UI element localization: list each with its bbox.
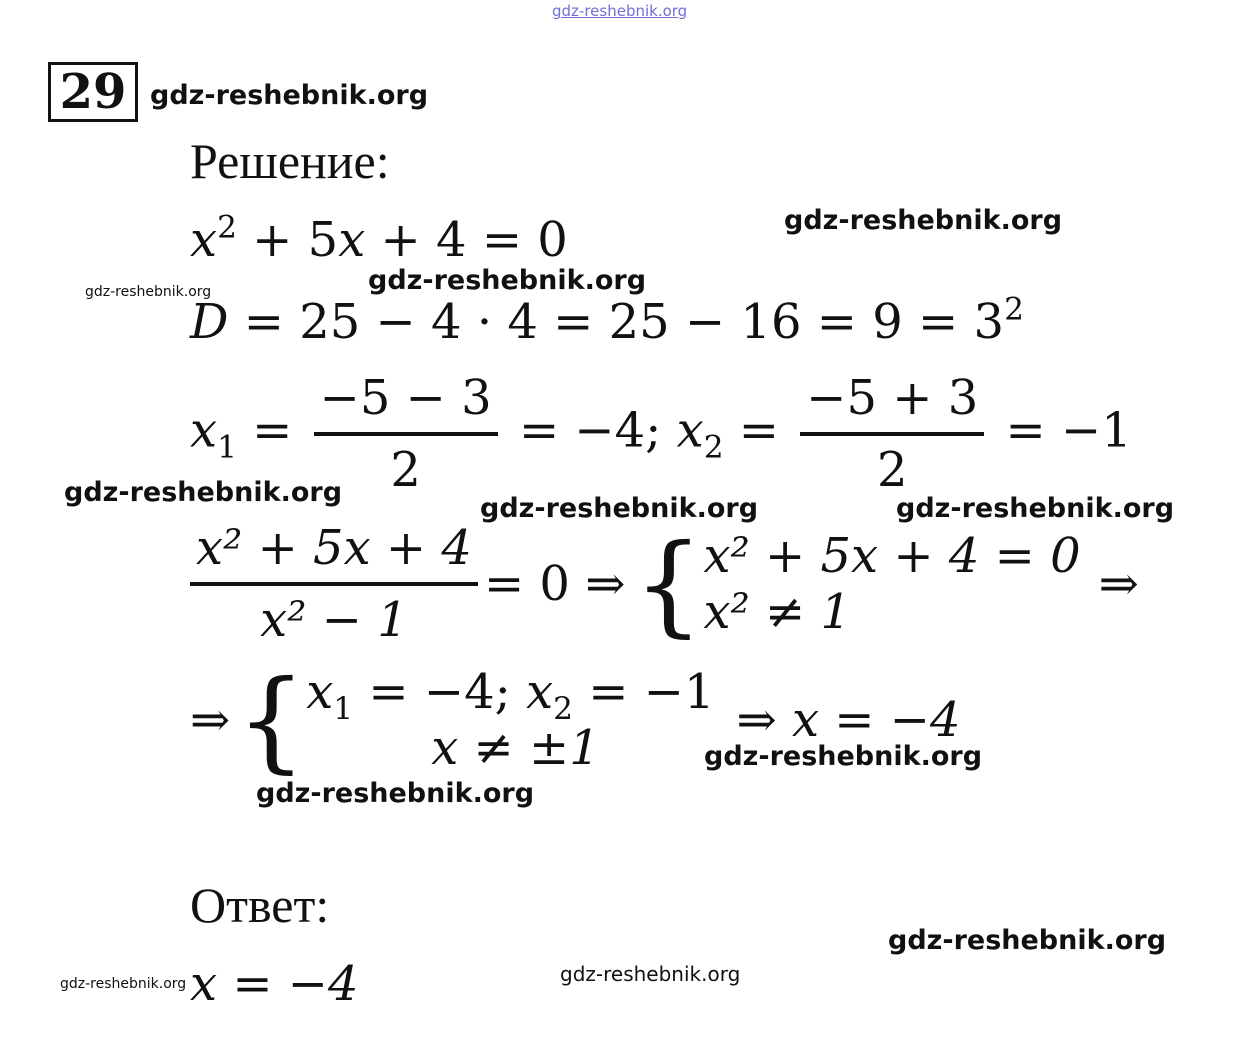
watermark-top: gdz-reshebnik.org	[552, 2, 688, 20]
watermark-3: gdz-reshebnik.org	[85, 284, 212, 300]
var-x2: x	[676, 402, 704, 459]
var-x: x	[338, 212, 366, 268]
equation-line-4	[190, 520, 1139, 648]
numerator: −5 − 3	[319, 370, 492, 426]
var-d: D	[190, 294, 229, 350]
denominator: 2	[877, 442, 908, 498]
numerator: x² + 5x + 4	[196, 520, 472, 576]
system-1	[703, 528, 1080, 640]
term: = −1	[572, 664, 715, 720]
var-x1: x	[190, 402, 218, 459]
result: ⇒ x = −4	[736, 692, 961, 748]
subscript: 1	[217, 429, 237, 466]
equation-line-2	[190, 291, 1024, 350]
watermark-11: gdz-reshebnik.org	[560, 962, 741, 986]
term: =	[723, 402, 795, 459]
watermark-header: gdz-reshebnik.org	[150, 80, 429, 111]
var-x2: x	[526, 664, 554, 720]
term: =	[236, 402, 308, 459]
watermark-7: gdz-reshebnik.org	[704, 741, 983, 772]
watermark-10: gdz-reshebnik.org	[60, 976, 187, 992]
system-row	[306, 664, 715, 727]
fraction-x2	[800, 370, 984, 498]
denominator: x² − 1	[260, 592, 408, 648]
term: = −1	[990, 402, 1132, 459]
term: = −4;	[353, 664, 527, 720]
exponent: 2	[217, 209, 237, 246]
fraction-rational	[190, 520, 478, 648]
watermark-6: gdz-reshebnik.org	[896, 493, 1175, 524]
problem-number: 29	[48, 62, 138, 122]
watermark-5: gdz-reshebnik.org	[480, 493, 759, 524]
numerator: −5 + 3	[806, 370, 979, 426]
fraction-bar	[314, 432, 498, 436]
term: + 5	[236, 212, 339, 268]
term: + 4 = 0	[365, 212, 568, 268]
denominator: 2	[390, 442, 421, 498]
var-x1: x	[306, 664, 334, 720]
system-row: x² ≠ 1	[703, 584, 852, 640]
system-brace: {	[633, 520, 704, 648]
system-row: x² + 5x + 4 = 0	[703, 528, 1081, 584]
term: = 0 ⇒	[483, 556, 626, 612]
watermark-1: gdz-reshebnik.org	[784, 205, 1063, 236]
fraction-bar	[800, 432, 984, 436]
subscript: 1	[333, 690, 354, 727]
subscript: 2	[703, 429, 724, 466]
system-brace: {	[236, 656, 307, 784]
fraction-bar	[190, 582, 478, 586]
watermark-8: gdz-reshebnik.org	[256, 778, 535, 809]
exponent: 2	[1004, 291, 1024, 328]
system-2	[306, 664, 714, 776]
var-x: x	[190, 212, 218, 268]
answer-heading: Ответ:	[190, 877, 330, 933]
subscript: 2	[553, 690, 573, 727]
watermark-4: gdz-reshebnik.org	[64, 477, 343, 508]
solution-heading: Решение:	[190, 133, 390, 189]
equation-line-1	[190, 209, 568, 268]
term: = 25 − 4 · 4 = 25 − 16 = 9 = 3	[228, 294, 1005, 350]
watermark-9: gdz-reshebnik.org	[888, 925, 1167, 956]
term: = −4;	[503, 402, 677, 459]
implies-arrow: ⇒	[190, 692, 231, 748]
watermark-2: gdz-reshebnik.org	[368, 265, 647, 296]
answer-value: x = −4	[190, 956, 359, 1012]
implies-arrow: ⇒	[1098, 556, 1139, 612]
system-row: x ≠ ±1	[431, 720, 600, 776]
